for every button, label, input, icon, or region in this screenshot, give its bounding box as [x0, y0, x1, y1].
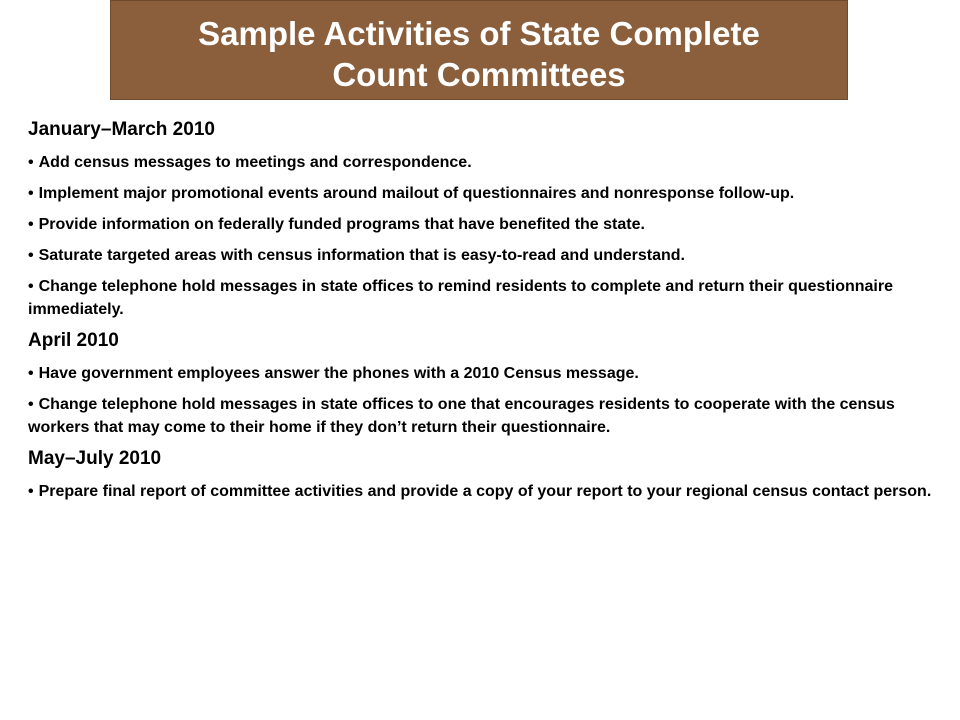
bullet-icon: • [28, 247, 34, 264]
bullet-icon: • [28, 154, 34, 171]
bullet-icon: • [28, 278, 34, 295]
list-item-text: Saturate targeted areas with census information that is easy-to-read and understand. [38, 247, 685, 264]
list-item [28, 213, 943, 236]
slide-title-line-1: Sample Activities of State Complete [198, 15, 760, 52]
list-item [28, 362, 943, 385]
list-item-text: Provide information on federally funded programs that have benefited the state. [38, 216, 645, 233]
list-item [28, 275, 943, 321]
bullet-icon: • [28, 483, 34, 500]
section-heading: January–March 2010 [28, 119, 215, 140]
slide-title-box [110, 0, 848, 100]
bullet-icon: • [28, 396, 34, 413]
section-may-july [28, 447, 943, 503]
list-item-text: Implement major promotional events around mailout of questionnaires and nonresponse follow-up. [38, 185, 795, 202]
list-item-text: Change telephone hold messages in state offices to one that encourages residents to cooperate with the census workers that may come to their home if they don’t return their questionnaire. [28, 396, 895, 436]
bullet-icon: • [28, 365, 34, 382]
list-item-text: Change telephone hold messages in state offices to remind residents to complete and return their questionnaire immediately. [28, 278, 893, 318]
section-heading: April 2010 [28, 330, 119, 351]
list-item-text: Add census messages to meetings and correspondence. [38, 154, 472, 171]
list-item [28, 182, 943, 205]
slide-body [28, 118, 943, 511]
list-item [28, 151, 943, 174]
list-item [28, 244, 943, 267]
list-item-text: Prepare final report of committee activities and provide a copy of your report to your regional census contact person. [38, 483, 932, 500]
list-item [28, 393, 943, 439]
bullet-icon: • [28, 185, 34, 202]
section-january-march [28, 118, 943, 321]
section-april [28, 329, 943, 439]
slide-title [198, 13, 760, 95]
list-item-text: Have government employees answer the phones with a 2010 Census message. [38, 365, 639, 382]
list-item [28, 480, 943, 503]
section-heading: May–July 2010 [28, 448, 162, 469]
bullet-icon: • [28, 216, 34, 233]
slide-title-line-2: Count Committees [332, 56, 626, 93]
